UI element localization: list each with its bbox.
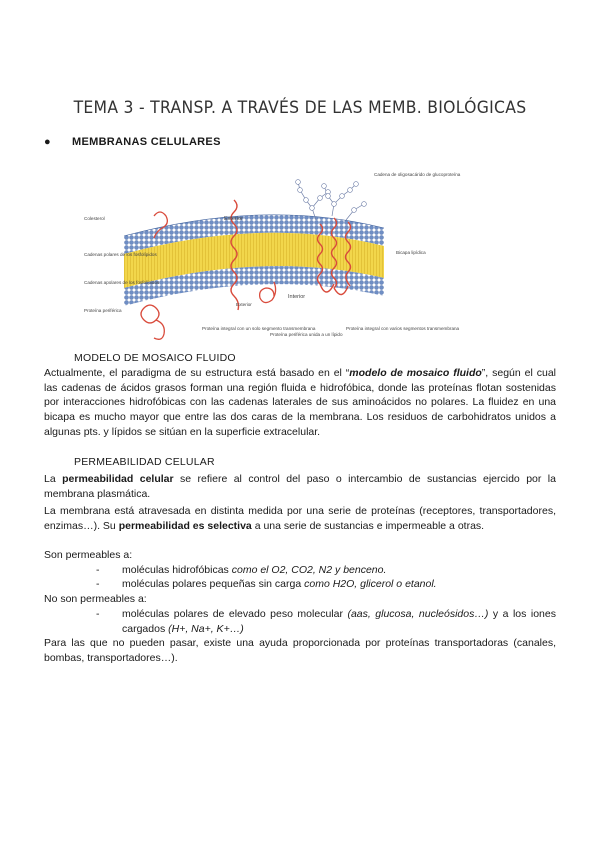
section-heading-membranas (44, 136, 221, 148)
dash-marker: - (96, 564, 100, 576)
sugar-rings (296, 180, 367, 213)
label-integral-multi: Proteína integral con varios segmentos transmembrana (346, 326, 460, 331)
paragraph-permeabilidad-2: La membrana está atravesada en distinta medida por una serie de proteínas (receptores, transportadores, enzimas…). Su permeabilidad es selectiva a una serie de sustancias e impermeable a otras. (44, 505, 556, 532)
paragraph-permeabilidad-1: La permeabilidad celular se refiere al control del paso o intercambio de sustancias ejercido por la membrana plasmática. (44, 473, 556, 500)
label-integral-single: Proteína integral con un solo segmento transmembrana (202, 326, 316, 331)
subheading-permeabilidad: PERMEABILIDAD CELULAR (74, 456, 215, 468)
label-bicapa: Bicapa lipídica (396, 250, 426, 255)
membrane-mosaic-figure (84, 170, 461, 346)
peripheral-protein (141, 305, 164, 339)
heading-text: MEMBRANAS CELULARES (72, 136, 221, 148)
bullet-icon: ● (44, 136, 51, 148)
paragraph-mosaico: Actualmente, el paradigma de su estructura está basado en el “modelo de mosaico fluido”, según el cual las cadenas de ácidos grasos forman una región fluida e hidrofóbica, donde las proteínas flotan sostenidas por interacciones hidrofóbicas con las cadenas laterales de sus aminoácidos no polares. La fluidez en una bicapa es mucho mayor que entre las dos caras de la membrana. Los residuos de carbohidratos unidos a algunas pts. y lípidos se sitúan en la superficie extracelular. (44, 367, 556, 438)
subheading-mosaico: MODELO DE MOSAICO FLUIDO (74, 352, 236, 364)
label-exterior: Exterior (224, 216, 243, 222)
label-cadenas-apolares: Cadenas apolares de los fosfolípidos (84, 280, 160, 285)
dash-marker: - (96, 578, 100, 590)
permeables-heading: Son permeables a: (44, 549, 133, 561)
label-proteina-periferica: Proteína periférica (84, 308, 122, 313)
label-colesterol: Colesterol (84, 216, 105, 221)
no-permeables-heading: No son permeables a: (44, 593, 147, 605)
page-title: TEMA 3 - TRANSP. A TRAVÉS DE LAS MEMB. BIOLÓGICAS (73, 98, 527, 118)
dash-marker: - (96, 608, 100, 620)
label-cadenas-polares: Cadenas polares de los fosfolípidos (84, 252, 157, 257)
document-page: TEMA 3 - TRANSP. A TRAVÉS DE LAS MEMB. BIOLÓGICAS ● MEMBRANAS CELULARES Cadena de oligosacárido de glucoproteína Exterior Interior Colesterol Cadenas polares de los fosfolípidos Cadenas apolares de los fosfolípidos Bicapa lipídica Proteína periférica Exterior Proteína integral con un solo segmento transmembrana Proteína periférica unida a un lípido Proteína integral con varios segmentos transmembrana MODELO DE MOSAICO FLUIDO Actualmente, el paradigma de su estructura está basado en el “modelo de mosaico fluido”, según el cual las cadenas de ácidos grasos forman una región fluida e hidrofóbica, donde las proteínas flotan sostenidas por interacciones hidrofóbicas con las cadenas laterales de sus aminoácidos no polares. La fluidez en una bicapa es mucho mayor que entre las dos caras de la membrana. Los residuos de carbohidratos unidos a algunas pts. y lípidos se sitúan en la superficie extracelular. PERMEABILIDAD CELULAR La permeabilidad celular se refiere al control del paso o intercambio de sustancias ejercido por la membrana plasmática. La membrana está atravesada en distinta medida por una serie de proteínas (receptores, transportadores, enzimas…). Su permeabilidad es selectiva a una serie de sustancias e impermeable a otras. Son permeables a: - moléculas hidrofóbicas como el O2, CO2, N2 y benceno. - moléculas polares pequeñas sin carga como H2O, glicerol o etanol. No son permeables a: - moléculas polares de elevado peso molecular (aas, glucosa, nucleósidos…) y a los iones cargados (H+, Na+, K+…) Para las que no pueden pasar, existe una ayuda proporcionada por proteínas transportadoras (canales, bombas, transportadores…). (0, 0, 600, 848)
label-lipid-anchored: Proteína periférica unida a un lípido (270, 332, 343, 337)
lipid-anchored-protein (260, 282, 276, 303)
paragraph-final: Para las que no pueden pasar, existe una ayuda proporcionada por proteínas transportadoras (canales, bombas, transportadores…). (44, 637, 556, 664)
label-oligosac: Cadena de oligosacárido de glucoproteína (374, 172, 461, 177)
label-exterior2: Exterior (236, 302, 252, 307)
label-interior: Interior (288, 294, 306, 300)
